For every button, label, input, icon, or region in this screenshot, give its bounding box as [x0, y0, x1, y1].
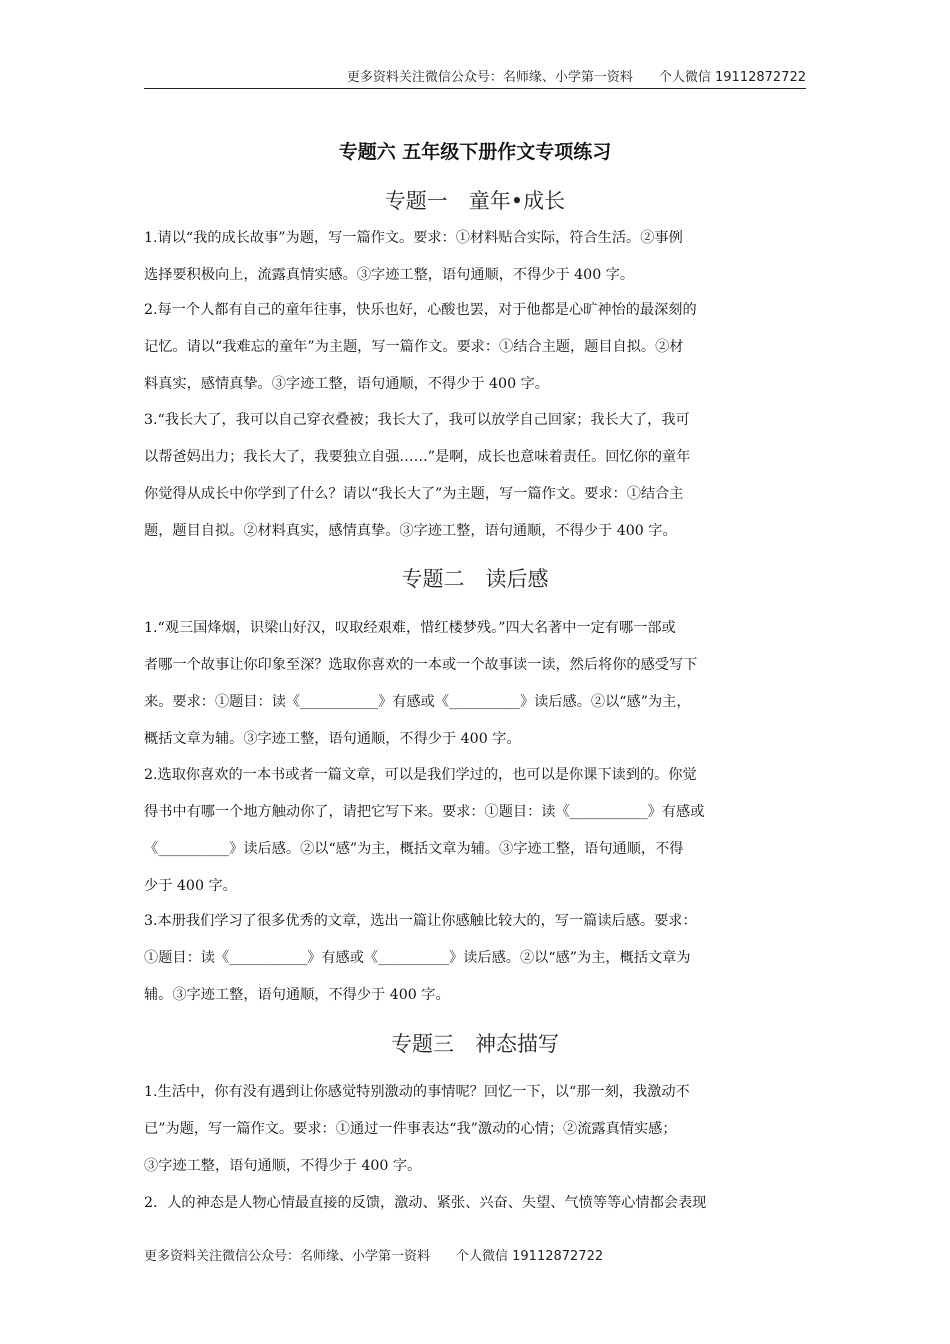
header-divider [144, 88, 806, 89]
text-line: 以帮爸妈出力；我长大了，我要独立自强……”是啊，成长也意味着责任。回忆你的童年 [144, 449, 691, 465]
question-2-2 [144, 757, 808, 905]
page-header: 更多资料关注微信公众号：名师缘、小学第一资料 个人微信 19112872722 [346, 70, 806, 85]
text-line: 已”为题，写一篇作文。要求：①通过一件事表达“我”激动的心情；②流露真情实感； [144, 1121, 677, 1137]
text-line: 2.每一个人都有自己的童年往事，快乐也好，心酸也罢，对于他都是心旷神怡的最深刻的 [144, 302, 697, 318]
text-line: 者哪一个故事让你印象至深？选取你喜欢的一本或一个故事读一读，然后将你的感受写下 [144, 657, 698, 673]
text-line: 来。要求：①题目：读《___________》有感或《__________》读后感。②以“感”为主， [144, 694, 691, 710]
text-line: 选择要积极向上，流露真情实感。③字迹工整，语句通顺，不得少于 400 字。 [144, 267, 635, 283]
question-1-1 [144, 220, 808, 294]
text-line: 概括文章为辅。③字迹工整，语句通顺，不得少于 400 字。 [144, 731, 521, 747]
text-line: 《__________》读后感。②以“感”为主，概括文章为辅。③字迹工整，语句通顺，不得 [144, 841, 684, 857]
question-1-3 [144, 402, 808, 550]
section-title-2: 专题二 读后感 [401, 567, 549, 591]
text-line: 料真实，感情真挚。③字迹工整，语句通顺，不得少于 400 字。 [144, 376, 549, 392]
question-3-2 [144, 1185, 808, 1222]
text-line: ①题目：读《___________》有感或《__________》读后感。②以“感”为主，概括文章为 [144, 950, 691, 966]
text-line: 题，题目自拟。②材料真实，感情真挚。③字迹工整，语句通顺，不得少于 400 字。 [144, 523, 677, 539]
text-line: 少于 400 字。 [144, 878, 237, 894]
text-line: 2.选取你喜欢的一本书或者一篇文章，可以是我们学过的，也可以是你课下读到的。你觉 [144, 767, 697, 783]
section-title-1: 专题一 童年•成长 [384, 189, 566, 213]
text-line: 2．人的神态是人物心情最直接的反馈，激动、紧张、兴奋、失望、气愤等等心情都会表现 [144, 1195, 707, 1211]
text-line: 1.请以“我的成长故事”为题，写一篇作文。要求：①材料贴合实际，符合生活。②事例 [144, 230, 683, 246]
section-title-3: 专题三 神态描写 [391, 1032, 559, 1056]
text-line: 记忆。请以“我难忘的童年”为主题，写一篇作文。要求：①结合主题，题目自拟。②材 [144, 339, 684, 355]
text-line: 辅。③字迹工整，语句通顺，不得少于 400 字。 [144, 987, 450, 1003]
question-2-3 [144, 903, 808, 1014]
text-line: 得书中有哪一个地方触动你了，请把它写下来。要求：①题目：读《___________》有感或 [144, 804, 705, 820]
question-1-2 [144, 292, 808, 403]
question-2-1 [144, 610, 808, 758]
text-line: ③字迹工整，语句通顺，不得少于 400 字。 [144, 1158, 422, 1174]
page-title: 专题六 五年级下册作文专项练习 [338, 141, 612, 163]
page-footer: 更多资料关注微信公众号：名师缘、小学第一资料 个人微信 19112872722 [144, 1249, 604, 1264]
text-line: 3.本册我们学习了很多优秀的文章，选出一篇让你感触比较大的，写一篇读后感。要求： [144, 913, 697, 929]
text-line: 3.“我长大了，我可以自己穿衣叠被；我长大了，我可以放学自己回家；我长大了，我可 [144, 412, 690, 428]
text-line: 1.生活中，你有没有遇到让你感觉特别激动的事情呢？回忆一下，以“那一刻，我激动不 [144, 1084, 690, 1100]
question-3-1 [144, 1074, 808, 1185]
text-line: 1.“观三国烽烟，识梁山好汉，叹取经艰难，惜红楼梦残。”四大名著中一定有哪一部或 [144, 620, 676, 636]
text-line: 你觉得从成长中你学到了什么？请以“我长大了”为主题，写一篇作文。要求：①结合主 [144, 486, 684, 502]
